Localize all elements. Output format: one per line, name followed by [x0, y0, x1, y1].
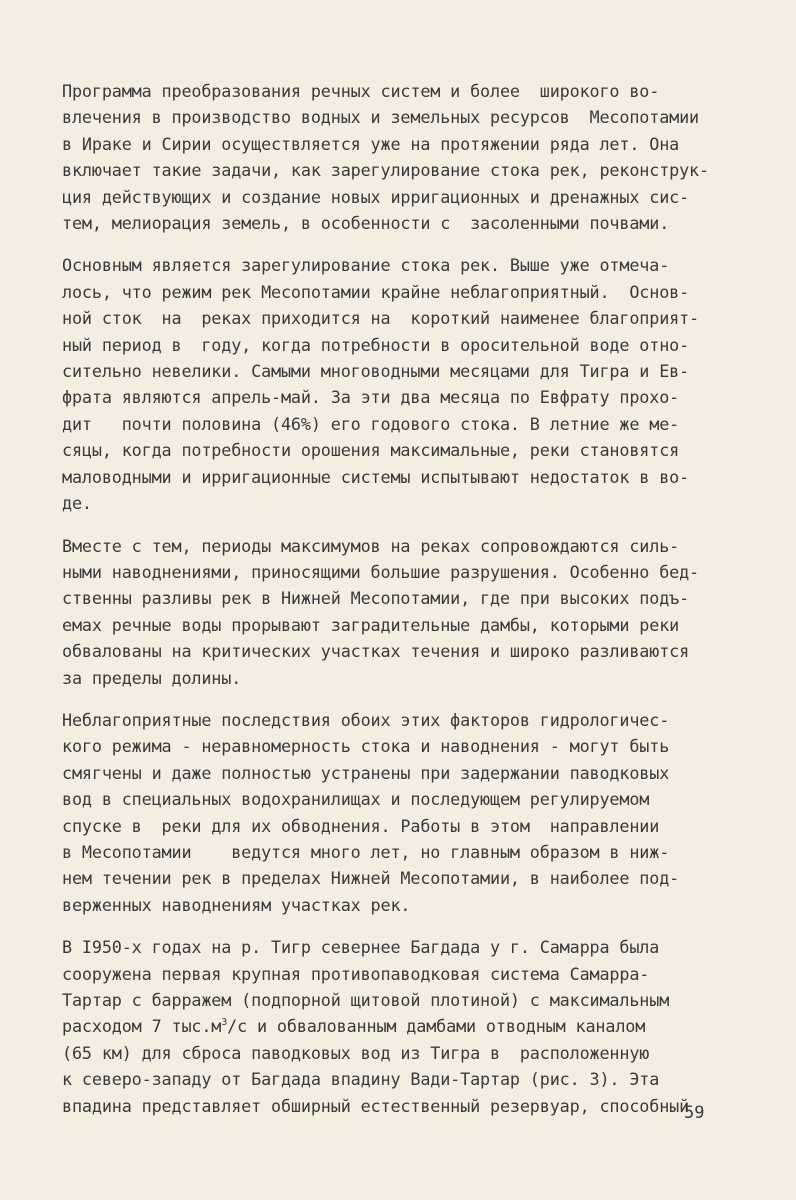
text-line: маловодными и ирригационные системы испытывают недостаток в во-: [62, 466, 690, 487]
text-line: включает такие задачи, как зарегулирование стока рек, реконструк-: [62, 160, 709, 181]
text-line: тем, мелиорация земель, в особенности с засоленными почвами.: [62, 213, 670, 234]
text-line: В I950-х годах на р. Тигр севернее Багдада у г. Самарра была: [62, 937, 660, 958]
page-number: 59: [684, 1103, 705, 1123]
body-text: [62, 78, 722, 1135]
text-line: в Ираке и Сирии осуществляется уже на протяжении ряда лет. Она: [62, 133, 680, 154]
text-line: ной сток на реках приходится на короткий наименее благоприят-: [62, 308, 700, 329]
text-line: обвалованы на критических участках течения и широко разливаются: [62, 641, 690, 662]
text-line: сительно невелики. Самыми многоводными месяцами для Тигра и Ев-: [62, 361, 690, 382]
text-line: сяцы, когда потребности орошения максимальные, реки становятся: [62, 440, 680, 461]
text-line: емах речные воды прорывают заградительные дамбы, которыми реки: [62, 614, 680, 635]
text-line: Программа преобразования речных систем и более широкого во-: [62, 81, 660, 101]
text-line: впадина представляет обширный естественный резервуар, способный: [62, 1095, 690, 1116]
text-line: вод в специальных водохранилищах и последующем регулируемом: [62, 789, 650, 810]
superscript-exponent: 3: [221, 1017, 228, 1029]
text-fragment: расходом 7 тыс.м: [62, 1016, 222, 1037]
paragraph-4: [62, 707, 722, 918]
text-line: верженных наводнениям участках рек.: [62, 894, 411, 915]
text-line: за пределы долины.: [62, 667, 242, 688]
text-line: Основным является зарегулирование стока рек. Выше уже отмеча-: [62, 255, 670, 276]
text-fragment: /с и обвалованным дамбами отводным каналом: [227, 1016, 646, 1037]
paragraph-1: [62, 78, 722, 236]
text-line: ция действующих и создание новых ирригационных и дренажных сис-: [62, 186, 690, 207]
text-line: дит почти половина (46%) его годового стока. В летние же ме-: [62, 413, 680, 434]
paragraph-2: [62, 252, 722, 516]
text-line: Тартар с барражем (подпорной щитовой плотиной) с максимальным: [62, 990, 670, 1010]
text-line: Неблагоприятные последствия обоих этих факторов гидрологичес-: [62, 709, 670, 730]
text-line: де.: [62, 493, 92, 514]
paragraph-3: [62, 533, 722, 691]
text-line: влечения в производство водных и земельных ресурсов Месопотамии: [62, 107, 700, 128]
text-line: сооружена первая крупная противопаводковая система Самарра-: [62, 963, 650, 984]
text-line: ный период в году, когда потребности в оросительной воде отно-: [62, 334, 690, 355]
text-line: фрата являются апрель-май. За эти два месяца по Евфрату прохо-: [62, 387, 680, 408]
text-line-with-superscript: [62, 1013, 722, 1039]
text-line: спуске в реки для их обводнения. Работы в этом направлении: [62, 815, 660, 836]
text-line: ственны разливы рек в Нижней Месопотамии, где при высоких подъ-: [62, 588, 690, 609]
text-line: ными наводнениями, приносящими большие разрушения. Особенно бед-: [62, 561, 700, 582]
text-line: лось, что режим рек Месопотамии крайне неблагоприятный. Основ-: [62, 281, 690, 302]
text-line: (65 км) для сброса паводковых вод из Тигра в расположенную: [62, 1042, 650, 1063]
text-line: нем течении рек в пределах Нижней Месопотамии, в наиболее под-: [62, 868, 680, 889]
text-line: Вместе с тем, периоды максимумов на реках сопровождаются силь-: [62, 535, 680, 556]
text-line: к северо-западу от Багдада впадину Вади-Тартар (рис. 3). Эта: [62, 1069, 660, 1090]
paragraph-5: [62, 934, 722, 1119]
text-line: смягчены и даже полностью устранены при задержании паводковых: [62, 762, 670, 783]
text-line: в Месопотамии ведутся много лет, но главным образом в ниж-: [62, 841, 670, 862]
text-line: кого режима - неравномерность стока и наводнения - могут быть: [62, 736, 670, 757]
